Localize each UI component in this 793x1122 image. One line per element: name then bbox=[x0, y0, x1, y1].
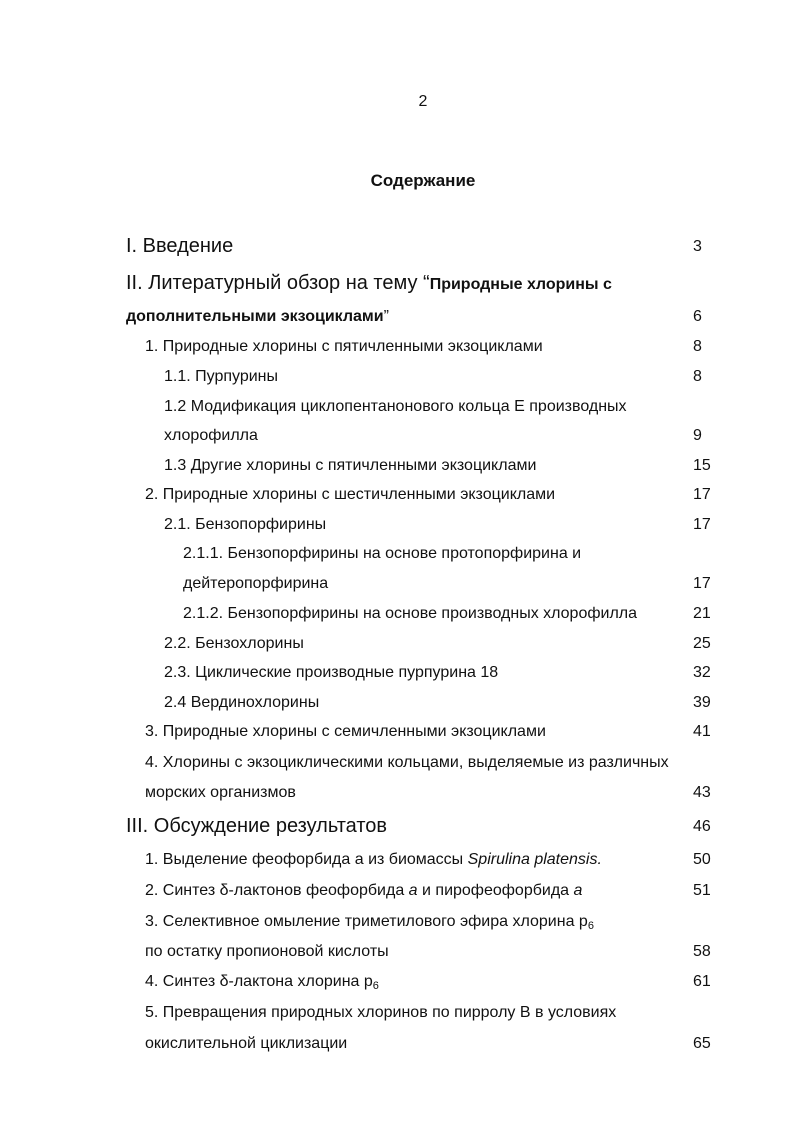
toc-page: 9 bbox=[693, 427, 702, 444]
toc-entry[interactable] bbox=[0, 575, 793, 605]
toc-entry[interactable] bbox=[0, 913, 793, 943]
toc-text: 1.1. Пурпурины bbox=[164, 368, 279, 385]
toc-text: 5. Превращения природных хлоринов по пирролу В в условиях bbox=[145, 1004, 617, 1021]
toc-entry[interactable] bbox=[0, 398, 793, 428]
toc-text: хлорофилла bbox=[164, 427, 258, 444]
toc-text: II. Литературный обзор на тему “ bbox=[126, 272, 430, 294]
toc-entry[interactable] bbox=[0, 457, 793, 487]
toc-text: 3. Природные хлорины с семичленными экзоциклами bbox=[145, 723, 546, 740]
toc-entry[interactable] bbox=[0, 1035, 793, 1065]
toc-text: окислительной циклизации bbox=[145, 1035, 348, 1052]
page-title: Содержание bbox=[370, 171, 476, 190]
toc-text: 4. Синтез δ-лактона хлорина р bbox=[145, 973, 373, 990]
toc-page: 50 bbox=[693, 851, 711, 868]
toc-text: и пирофеофорбида bbox=[417, 882, 574, 899]
toc-text-bold: Природные хлорины с bbox=[429, 276, 612, 293]
toc-entry[interactable] bbox=[0, 784, 793, 814]
toc-text-italic: а bbox=[573, 882, 583, 899]
toc-page: 8 bbox=[693, 338, 702, 355]
toc-entry[interactable] bbox=[0, 882, 793, 912]
page-number: 2 bbox=[418, 93, 428, 110]
toc-entry[interactable] bbox=[0, 605, 793, 635]
toc-entry[interactable] bbox=[0, 664, 793, 694]
toc-page: 21 bbox=[693, 605, 711, 622]
toc-entry-discussion[interactable] bbox=[0, 815, 793, 845]
subscript: 6 bbox=[372, 980, 379, 992]
toc-page: 8 bbox=[693, 368, 702, 385]
toc-page: 3 bbox=[693, 238, 702, 255]
toc-text-italic: а bbox=[408, 882, 418, 899]
toc-text: 2. Синтез δ-лактонов феофорбида bbox=[145, 882, 409, 899]
toc-text: 3. Селективное омыление триметилового эфира хлорина р bbox=[145, 913, 588, 930]
toc-text: 1. Выделение феофорбида а из биомассы bbox=[145, 851, 468, 868]
toc-entry[interactable] bbox=[0, 1004, 793, 1034]
toc-text-bold: дополнительными экзоциклами bbox=[126, 308, 384, 325]
toc-text: 2.1. Бензопорфирины bbox=[164, 516, 327, 533]
toc-entry[interactable] bbox=[0, 851, 793, 881]
toc-text: 2. Природные хлорины с шестичленными экзоциклами bbox=[145, 486, 556, 503]
toc-page: 6 bbox=[693, 308, 702, 325]
toc-entry[interactable] bbox=[0, 635, 793, 665]
toc-page: 17 bbox=[693, 516, 711, 533]
toc-page: 51 bbox=[693, 882, 711, 899]
toc-entry[interactable] bbox=[0, 486, 793, 516]
toc-entry[interactable] bbox=[0, 973, 793, 1003]
toc-text: дейтеропорфирина bbox=[183, 575, 329, 592]
toc-page: 46 bbox=[693, 818, 711, 835]
toc-entry[interactable] bbox=[0, 545, 793, 575]
toc-page: 17 bbox=[693, 575, 711, 592]
toc-text: 4. Хлорины с экзоциклическими кольцами, выделяемые из различных bbox=[145, 754, 669, 771]
toc-page: 58 bbox=[693, 943, 711, 960]
toc-text: ” bbox=[383, 308, 389, 325]
toc-entry-review-cont[interactable] bbox=[0, 308, 793, 338]
toc-text: 2.3. Циклические производные пурпурина 18 bbox=[164, 664, 499, 681]
toc-page: 39 bbox=[693, 694, 711, 711]
toc-page: 43 bbox=[693, 784, 711, 801]
toc-entry[interactable] bbox=[0, 338, 793, 368]
toc-text: 1.3 Другие хлорины с пятичленными экзоциклами bbox=[164, 457, 537, 474]
toc-page: 25 bbox=[693, 635, 711, 652]
toc-page: 61 bbox=[693, 973, 711, 990]
toc-text: по остатку пропионовой кислоты bbox=[145, 943, 389, 960]
toc-text: 2.4 Вердинохлорины bbox=[164, 694, 320, 711]
toc-text: 1.2 Модификация циклопентанонового кольца Е производных bbox=[164, 398, 627, 415]
toc-text: морских организмов bbox=[145, 784, 296, 801]
toc-text: 2.2. Бензохлорины bbox=[164, 635, 304, 652]
toc-entry[interactable] bbox=[0, 516, 793, 546]
toc-text: 1. Природные хлорины с пятичленными экзоциклами bbox=[145, 338, 543, 355]
toc-text: 2.1.1. Бензопорфирины на основе протопорфирина и bbox=[183, 545, 582, 562]
toc-entry-intro[interactable] bbox=[0, 235, 793, 265]
toc-page: 17 bbox=[693, 486, 711, 503]
toc-page: 32 bbox=[693, 664, 711, 681]
toc-entry[interactable] bbox=[0, 427, 793, 457]
toc-text: III. Обсуждение результатов bbox=[126, 815, 388, 837]
toc-text: 2.1.2. Бензопорфирины на основе производных хлорофилла bbox=[183, 605, 638, 622]
toc-page: 65 bbox=[693, 1035, 711, 1052]
toc-text: I. Введение bbox=[126, 235, 234, 257]
toc-text-italic: Spirulina platensis. bbox=[467, 851, 602, 868]
toc-entry[interactable] bbox=[0, 694, 793, 724]
toc-entry-review[interactable] bbox=[0, 272, 793, 302]
toc-entry[interactable] bbox=[0, 368, 793, 398]
subscript: 6 bbox=[587, 920, 594, 932]
toc-entry[interactable] bbox=[0, 943, 793, 973]
toc-page: 41 bbox=[693, 723, 711, 740]
toc-entry[interactable] bbox=[0, 723, 793, 753]
toc-page: 15 bbox=[693, 457, 711, 474]
toc-entry[interactable] bbox=[0, 754, 793, 784]
